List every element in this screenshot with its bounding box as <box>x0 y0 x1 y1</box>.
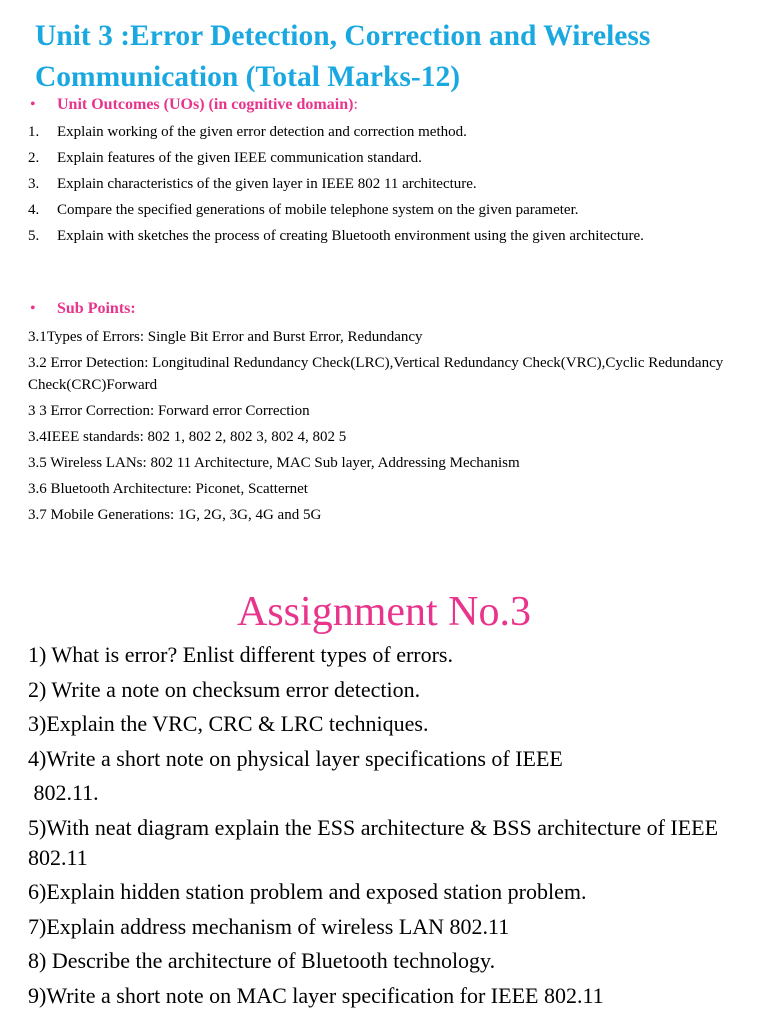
item-text: Explain characteristics of the given layer in IEEE 802 11 architecture. <box>57 176 477 192</box>
outcomes-heading-text: Unit Outcomes (UOs) (in cognitive domain) <box>57 96 354 113</box>
question-item: 7)Explain address mechanism of wireless LAN 802.11 <box>28 913 510 939</box>
list-item: 3.2 Error Detection: Longitudinal Redundancy Check(LRC),Vertical Redundancy Check(VRC),Cyclic Redundancy Check(CRC)Forward <box>28 355 724 393</box>
item-number: 5. <box>28 228 40 244</box>
question-item: 3)Explain the VRC, CRC & LRC techniques. <box>28 711 429 736</box>
item-number: 3. <box>28 176 40 192</box>
item-text: Explain features of the given IEEE communication standard. <box>57 150 422 166</box>
question-item: 8) Describe the architecture of Bluetooth technology. <box>28 948 496 973</box>
page-title: Unit 3 :Error Detection, Correction and Wireless Communication (Total Marks-12) <box>35 20 651 93</box>
item-text: Compare the specified generations of mobile telephone system on the given parameter. <box>57 202 579 218</box>
questions-list <box>28 640 738 1015</box>
bullet-icon: • <box>30 300 36 317</box>
bullet-icon: • <box>30 96 36 113</box>
question-item: 4)Write a short note on physical layer specifications of IEEE <box>28 745 563 771</box>
item-number: 2. <box>28 150 40 166</box>
sub-points-heading-text: Sub Points: <box>57 300 136 317</box>
list-item <box>28 173 728 195</box>
question-item: 9)Write a short note on MAC layer specification for IEEE 802.11 <box>28 982 604 1008</box>
list-item <box>28 225 728 247</box>
question-item: 5)With neat diagram explain the ESS architecture & BSS architecture of IEEE 802.11 <box>28 814 719 870</box>
list-item: 3.7 Mobile Generations: 1G, 2G, 3G, 4G and 5G <box>28 507 322 523</box>
question-item: 1) What is error? Enlist different types of errors. <box>28 642 453 667</box>
question-item: 6)Explain hidden station problem and exposed station problem. <box>28 879 587 904</box>
question-item: 2) Write a note on checksum error detection. <box>28 676 421 702</box>
list-item: 3 3 Error Correction: Forward error Correction <box>28 403 310 419</box>
list-item: 3.5 Wireless LANs: 802 11 Architecture, MAC Sub layer, Addressing Mechanism <box>28 455 520 471</box>
item-text: Explain working of the given error detection and correction method. <box>57 124 467 140</box>
list-item <box>28 121 728 143</box>
list-item <box>28 199 728 221</box>
outcomes-heading-suffix: : <box>353 96 358 113</box>
list-item <box>28 147 728 169</box>
outcomes-list <box>28 121 728 251</box>
assignment-title: Assignment No.3 <box>237 589 531 635</box>
item-number: 4. <box>28 202 40 218</box>
sub-points-heading <box>30 300 136 318</box>
outcomes-heading <box>30 96 358 114</box>
sub-points-list <box>28 326 728 530</box>
list-item: 3.1Types of Errors: Single Bit Error and Burst Error, Redundancy <box>28 329 423 345</box>
item-number: 1. <box>28 124 40 140</box>
item-text: Explain with sketches the process of creating Bluetooth environment using the given architecture. <box>57 228 644 244</box>
list-item: 3.4IEEE standards: 802 1, 802 2, 802 3, 802 4, 802 5 <box>28 429 347 445</box>
list-item: 3.6 Bluetooth Architecture: Piconet, Scatternet <box>28 481 308 497</box>
question-item: 802.11. <box>28 780 99 805</box>
